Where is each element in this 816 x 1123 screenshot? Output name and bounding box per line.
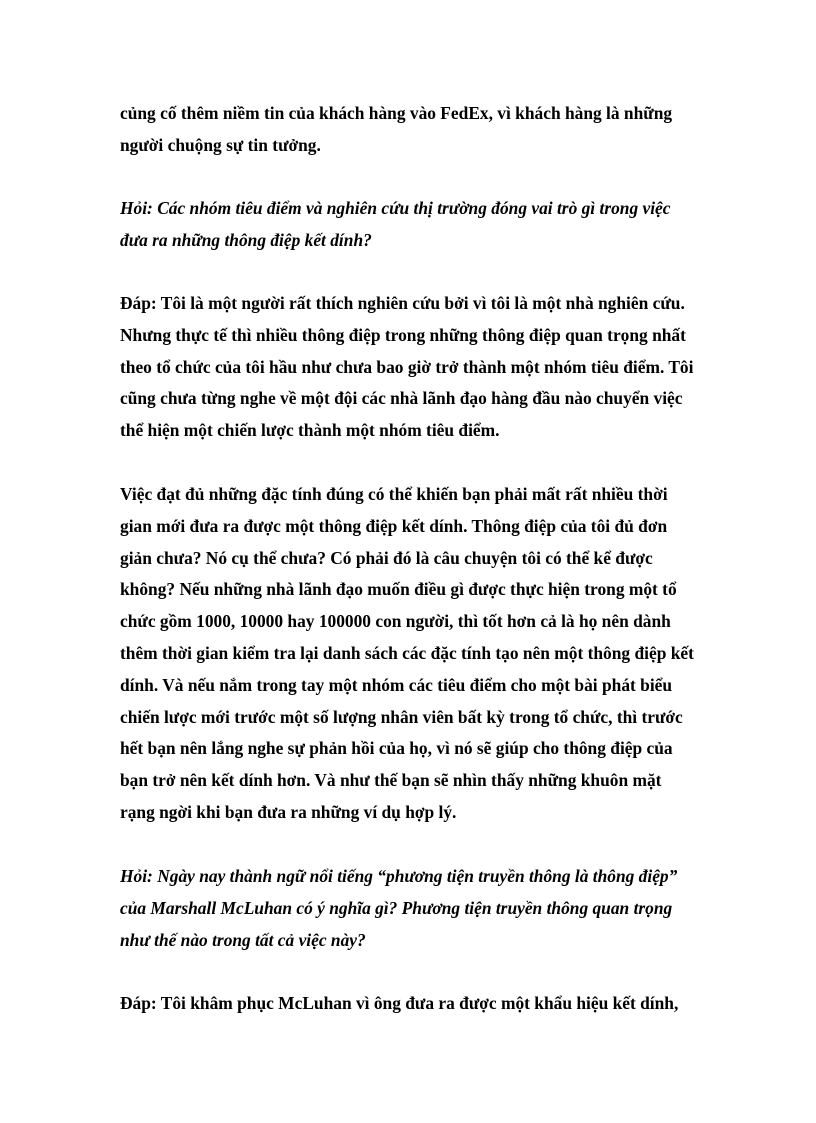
- text-line: giản chưa? Nó cụ thể chưa? Có phải đó là câu chuyện tôi có thể kể được: [120, 547, 653, 568]
- text-line: Việc đạt đủ những đặc tính đúng có thể khiến bạn phải mất rất nhiều thời: [120, 484, 668, 504]
- text-line: theo tổ chức của tôi hầu như chưa bao giờ trở thành một nhóm tiêu điểm. Tôi: [120, 356, 694, 377]
- answer-paragraph-continued: [120, 98, 710, 162]
- text-line: Hỏi: Các nhóm tiêu điểm và nghiên cứu thị trường đóng vai trò gì trong việc: [120, 198, 671, 218]
- question-paragraph: [120, 193, 710, 257]
- body-paragraph: [120, 479, 710, 829]
- text-line: cũng chưa từng nghe về một đội các nhà lãnh đạo hàng đầu nào chuyển việc: [120, 388, 683, 409]
- text-line: hết bạn nên lắng nghe sự phản hồi của họ, vì nó sẽ giúp cho thông điệp của: [120, 738, 673, 759]
- text-line: rạng ngời khi bạn đưa ra những ví dụ hợp lý.: [120, 801, 457, 822]
- text-line: chiến lược mới trước một số lượng nhân viên bất kỳ trong tổ chức, thì trước: [120, 706, 683, 727]
- text-line: Đáp: Tôi là một người rất thích nghiên cứu bởi vì tôi là một nhà nghiên cứu.: [120, 293, 685, 313]
- text-line: Nhưng thực tế thì nhiều thông điệp trong những thông điệp quan trọng nhất: [120, 324, 686, 345]
- answer-paragraph: [120, 988, 710, 1020]
- text-line: củng cố thêm niềm tin của khách hàng vào FedEx, vì khách hàng là những: [120, 103, 673, 123]
- text-line: thể hiện một chiến lược thành một nhóm tiêu điểm.: [120, 420, 500, 441]
- text-line: thêm thời gian kiểm tra lại danh sách các đặc tính tạo nên một thông điệp kết: [120, 642, 694, 663]
- answer-paragraph: [120, 288, 710, 447]
- text-line: người chuộng sự tin tưởng.: [120, 134, 321, 155]
- text-line: Đáp: Tôi khâm phục McLuhan vì ông đưa ra được một khẩu hiệu kết dính,: [120, 993, 679, 1013]
- question-paragraph: [120, 861, 710, 956]
- text-line: của Marshall McLuhan có ý nghĩa gì? Phương tiện truyền thông quan trọng: [120, 897, 673, 918]
- text-line: như thế nào trong tất cả việc này?: [120, 929, 366, 950]
- text-line: Hỏi: Ngày nay thành ngữ nổi tiếng “phương tiện truyền thông là thông điệp”: [120, 866, 678, 886]
- text-line: không? Nếu những nhà lãnh đạo muốn điều gì được thực hiện trong một tổ: [120, 579, 677, 600]
- text-line: đưa ra những thông điệp kết dính?: [120, 229, 372, 250]
- text-line: chức gồm 1000, 10000 hay 100000 con người, thì tốt hơn cả là họ nên dành: [120, 611, 671, 632]
- text-line: gian mới đưa ra được một thông điệp kết dính. Thông điệp của tôi đủ đơn: [120, 515, 668, 536]
- text-line: dính. Và nếu nắm trong tay một nhóm các tiêu điểm cho một bài phát biểu: [120, 674, 673, 695]
- text-line: bạn trở nên kết dính hơn. Và như thế bạn sẽ nhìn thấy những khuôn mặt: [120, 770, 662, 791]
